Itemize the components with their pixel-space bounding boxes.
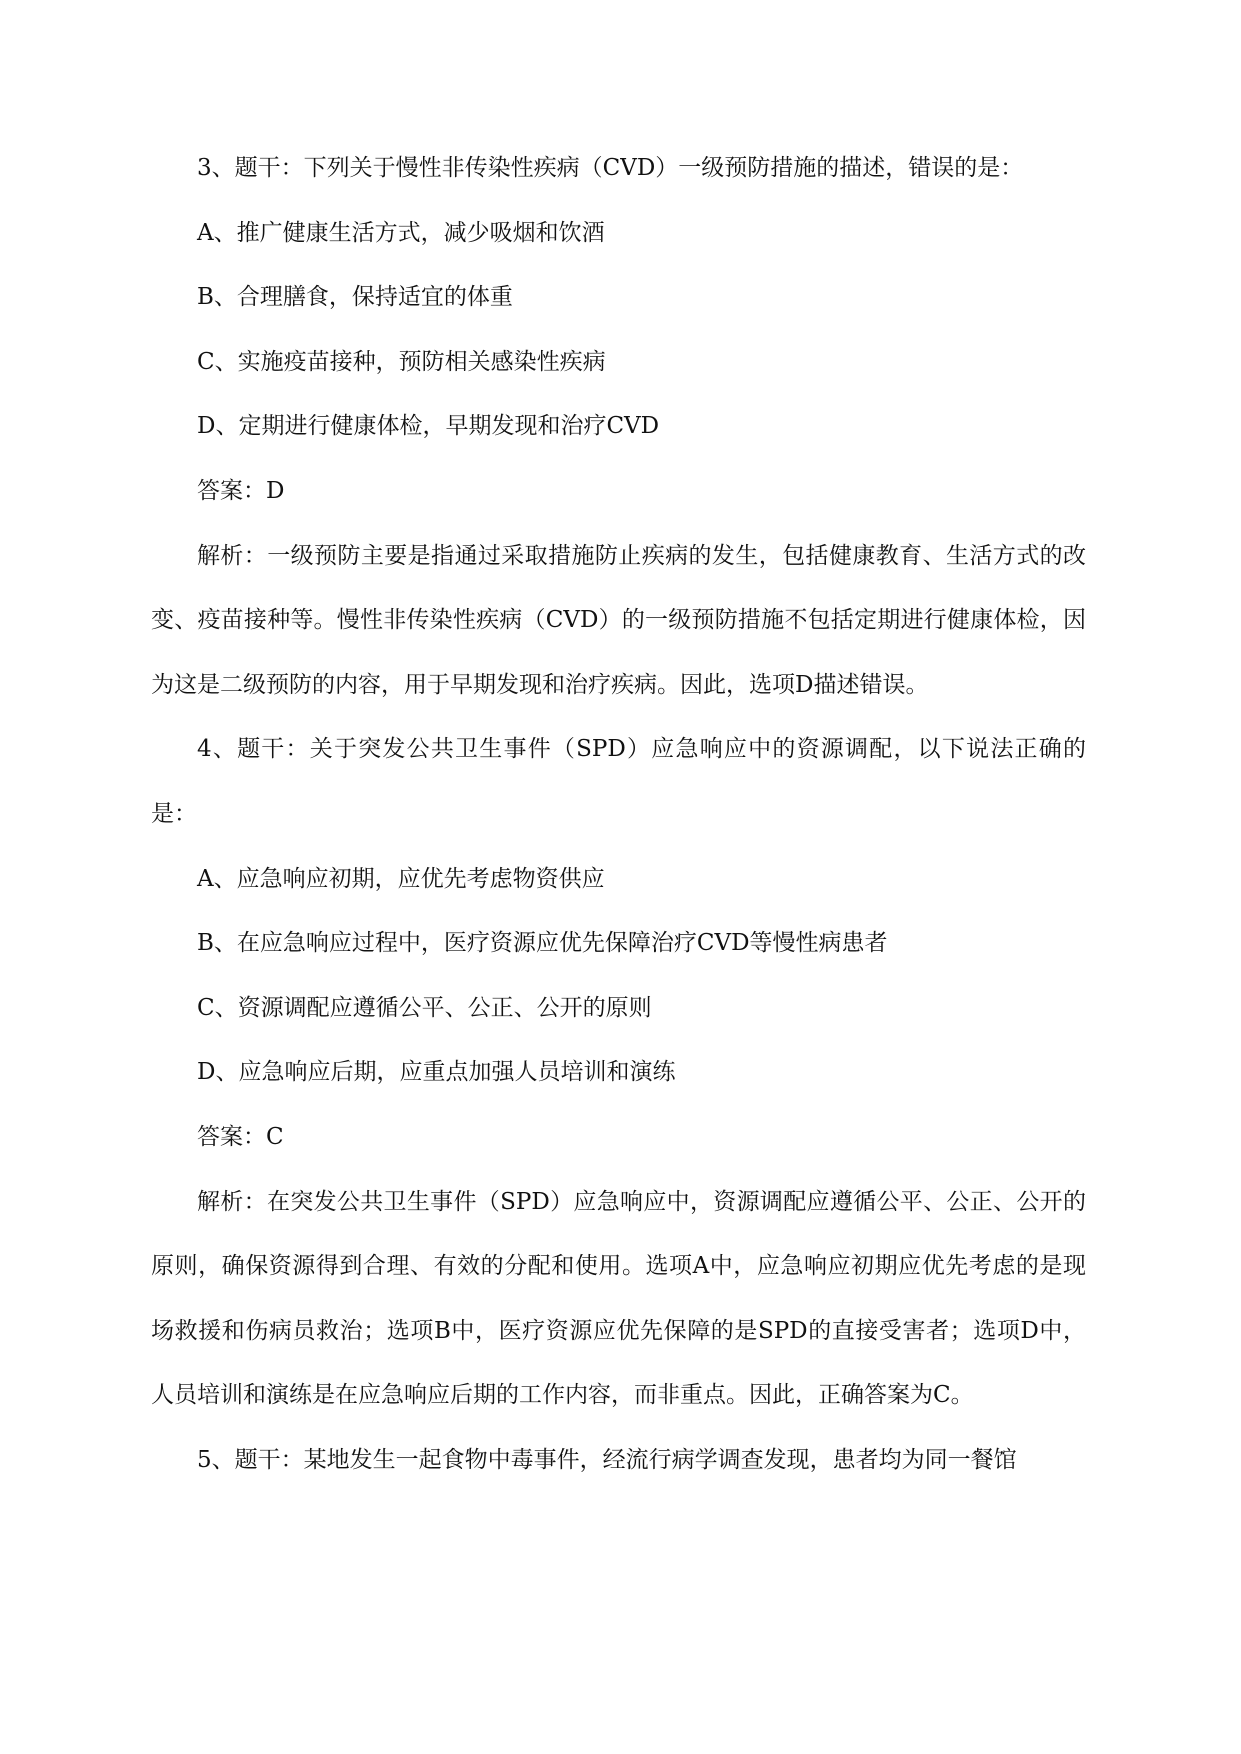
question-4-explanation: 解析：在突发公共卫生事件（SPD）应急响应中，资源调配应遵循公平、公正、公开的原则，确保资源得到合理、有效的分配和使用。选项A中，应急响应初期应优先考虑的是现场救援和伤病员救治；选项B中，医疗资源应优先保障的是SPD的直接受害者；选项D中，人员培训和演练是在应急响应后期的工作内容，而非重点。因此，正确答案为C。	[151, 1188, 1086, 1409]
question-4-stem: 4、题干：关于突发公共卫生事件（SPD）应急响应中的资源调配，以下说法正确的是：	[151, 736, 1086, 827]
question-4-option-a: A、应急响应初期，应优先考虑物资供应	[197, 865, 605, 892]
question-3-option-c: C、实施疫苗接种，预防相关感染性疾病	[197, 348, 606, 375]
question-3-explanation: 解析：一级预防主要是指通过采取措施防止疾病的发生，包括健康教育、生活方式的改变、疫苗接种等。慢性非传染性疾病（CVD）的一级预防措施不包括定期进行健康体检，因为这是二级预防的内容，用于早期发现和治疗疾病。因此，选项D描述错误。	[151, 542, 1086, 698]
question-3-stem: 3、题干：下列关于慢性非传染性疾病（CVD）一级预防措施的描述，错误的是：	[197, 155, 1024, 181]
question-3-option-a: A、推广健康生活方式，减少吸烟和饮酒	[197, 219, 605, 246]
question-3-option-d: D、定期进行健康体检，早期发现和治疗CVD	[197, 413, 660, 440]
question-3-answer: 答案：D	[197, 477, 285, 504]
question-4-option-b: B、在应急响应过程中，医疗资源应优先保障治疗CVD等慢性病患者	[197, 930, 888, 957]
question-5-stem: 5、题干：某地发生一起食物中毒事件，经流行病学调查发现，患者均为同一餐馆	[197, 1446, 1017, 1473]
document-body	[151, 136, 1086, 1492]
question-4-answer: 答案：C	[197, 1123, 284, 1150]
question-4-option-c: C、资源调配应遵循公平、公正、公开的原则	[197, 994, 652, 1021]
question-3-option-b: B、合理膳食，保持适宜的体重	[197, 284, 513, 311]
question-4-option-d: D、应急响应后期，应重点加强人员培训和演练	[197, 1059, 676, 1086]
